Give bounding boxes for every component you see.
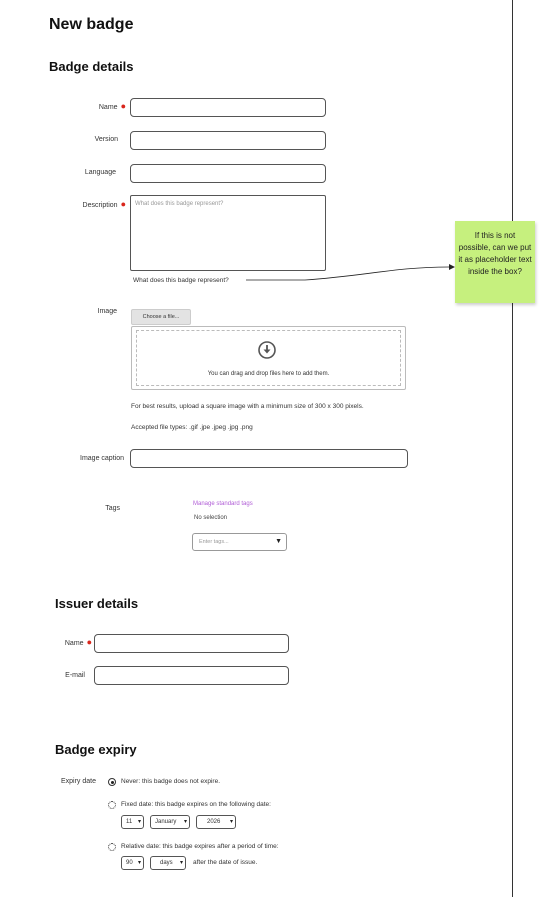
sticky-note: If this is not possible, can we put it as placeholder text inside the box?	[455, 221, 535, 303]
issuer-details-heading: Issuer details	[55, 596, 139, 611]
accepted-file-types: Accepted file types: .gif .jpe .jpeg .jpg .png	[131, 424, 253, 431]
badge-language-input[interactable]	[130, 164, 326, 183]
relative-unit-value: days	[160, 860, 173, 866]
expiry-relative-label: Relative date: this badge expires after a period of time:	[121, 843, 279, 850]
image-caption-input[interactable]	[130, 449, 408, 468]
manage-standard-tags-link[interactable]: Manage standard tags	[193, 501, 253, 507]
tags-label: Tags	[105, 505, 120, 512]
radio-selected-dot	[111, 781, 114, 784]
fixed-day-value: 11	[126, 819, 133, 825]
relative-amount-select[interactable]	[121, 856, 144, 870]
image-caption-label: Image caption	[80, 455, 124, 462]
choose-file-button[interactable]: Choose a file...	[131, 309, 191, 325]
badge-version-input[interactable]	[130, 131, 326, 150]
version-label: Version	[94, 136, 118, 143]
issuer-email-label: E-mail	[65, 672, 85, 679]
dropdown-arrow-icon: ▼	[275, 538, 282, 545]
expiry-never-label: Never: this badge does not expire.	[121, 778, 221, 785]
badge-expiry-heading: Badge expiry	[55, 742, 137, 757]
expiry-date-label: Expiry date	[60, 778, 96, 785]
expiry-relative-radio[interactable]	[108, 843, 116, 851]
expiry-never-radio[interactable]	[108, 778, 116, 786]
file-drop-zone[interactable]	[131, 326, 406, 390]
issuer-name-label: Name ●	[64, 637, 92, 647]
dropdown-arrow-icon: ▾	[179, 860, 183, 866]
fixed-year-select[interactable]	[196, 815, 236, 829]
dropdown-arrow-icon: ▾	[183, 819, 187, 825]
image-size-note: For best results, upload a square image with a minimum size of 300 x 300 pixels.	[131, 403, 364, 410]
language-label: Language	[84, 169, 116, 176]
fixed-month-select[interactable]	[150, 815, 190, 829]
badge-name-input[interactable]	[130, 98, 326, 117]
description-placeholder: What does this badge represent?	[135, 201, 224, 207]
relative-suffix: after the date of issue.	[193, 859, 258, 866]
tags-select[interactable]	[192, 533, 287, 551]
page-title: New badge	[49, 16, 134, 33]
dropdown-arrow-icon: ▾	[229, 819, 233, 825]
tags-selection-status: No selection	[194, 515, 228, 521]
image-label: Image	[97, 308, 117, 315]
required-icon: ●	[86, 637, 92, 647]
issuer-name-input[interactable]	[94, 634, 289, 653]
download-arrow-icon	[258, 341, 276, 359]
page-divider-line	[512, 0, 513, 897]
fixed-month-value: January	[155, 819, 177, 825]
relative-unit-select[interactable]	[150, 856, 186, 870]
description-label: Description ●	[82, 199, 126, 209]
relative-amount-value: 90	[126, 860, 133, 866]
badge-details-heading: Badge details	[49, 59, 134, 74]
name-label: Name ●	[98, 101, 126, 111]
dropdown-arrow-icon: ▾	[137, 819, 141, 825]
tags-placeholder: Enter tags...	[199, 539, 229, 545]
description-hint: What does this badge represent?	[133, 277, 229, 284]
expiry-fixed-radio[interactable]	[108, 801, 116, 809]
dropdown-arrow-icon: ▾	[137, 860, 141, 866]
expiry-fixed-label: Fixed date: this badge expires on the following date:	[121, 801, 271, 808]
fixed-year-value: 2026	[207, 819, 221, 825]
fixed-day-select[interactable]	[121, 815, 144, 829]
issuer-email-input[interactable]	[94, 666, 289, 685]
drop-instructions: You can drag and drop files here to add them.	[207, 371, 330, 377]
required-icon: ●	[120, 199, 126, 209]
required-icon: ●	[120, 101, 126, 111]
annotation-arrow	[245, 258, 457, 286]
